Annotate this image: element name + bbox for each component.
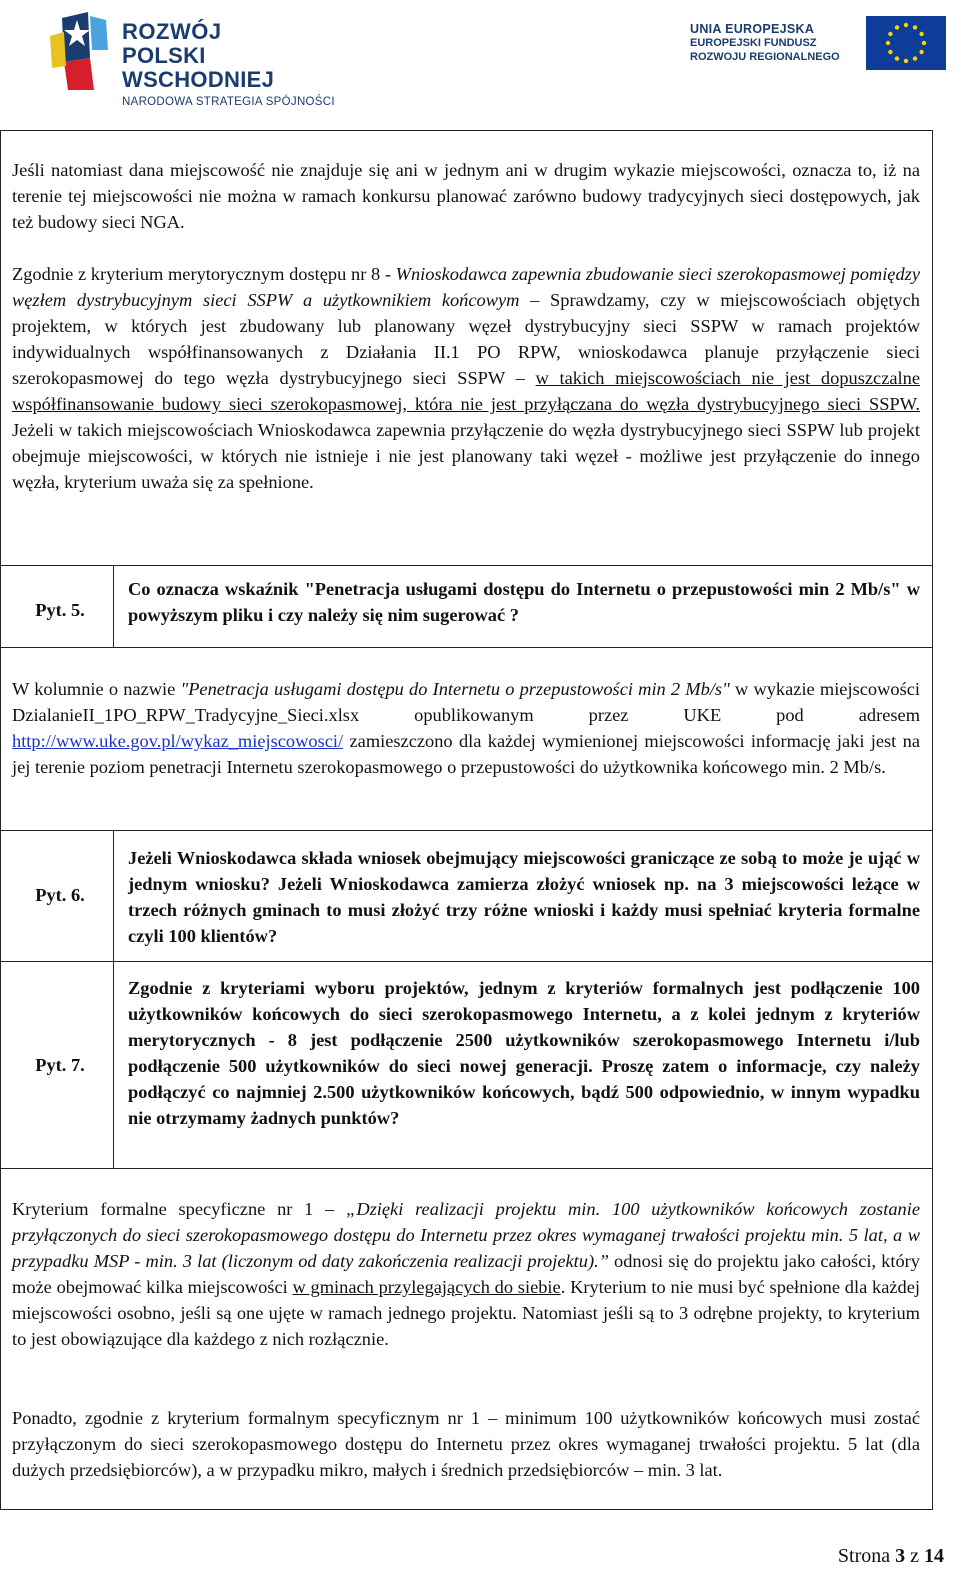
- a7-end: . Kryterium to nie musi być spełnione dla każdej miejscowości osobno, jeśli są one ujęte w ramach jednego projektu. Natomiast jeśli są to 3 odrębne projekty, to kryterium to jest obowiązujące dla każdego z nich rozłącznie.: [12, 1277, 920, 1349]
- divider: [113, 830, 114, 1168]
- page-prefix: Strona: [837, 1545, 896, 1567]
- divider: [113, 565, 114, 647]
- p2-body: – Sprawdzamy, czy w miejscowościach objętych projektem, w których jest zbudowany lub planowany węzeł dystrybucyjny sieci SSPW w ramach projektów indywidualnych współfinansowanych z Działania II.1 PO RPW, wnioskodawca planuje przyłączenie sieci szerokopasmowej do tego węzła dystrybucyjnego sieci SSPW –: [12, 290, 920, 388]
- answer-5: [12, 676, 920, 780]
- a5-body: w wykazie miejscowości DzialanieII_1PO_RPW_Tradycyjne_Sieci.xlsx opublikowanym przez UKE pod adresem: [12, 679, 920, 725]
- eu-line-3: ROZWOJU REGIONALNEGO: [690, 51, 840, 63]
- answer-7-part-2: [12, 1405, 920, 1483]
- a5-column-name: "Penetracja usługami dostępu do Internetu o przepustowości min 2 Mb/s": [180, 679, 730, 699]
- question-5-text: Co oznacza wskaźnik "Penetracja usługami dostępu do Internetu o przepustowości min 2 Mb/s" w powyższym pliku i czy należy się nim sugerować ?: [128, 579, 920, 625]
- a5-intro: W kolumnie o nazwie: [12, 679, 181, 699]
- eu-line-2: EUROPEJSKI FUNDUSZ: [690, 37, 817, 49]
- a7b-text: Ponadto, zgodnie z kryterium formalnym specyficznym nr 1 – minimum 100 użytkowników końcowych musi zostać przyłączonym do sieci szerokopasmowego dostępu do Internetu przez okres wymaganej trwałości projektu. 5 lat (dla dużych przedsiębiorców), a w przypadku mikro, małych i średnich przedsiębiorców – min. 3 lat.: [12, 1408, 920, 1480]
- current-page: 3: [895, 1545, 906, 1567]
- star-flag-icon: [50, 6, 112, 92]
- p2-intro: Zgodnie z kryterium merytorycznym dostępu nr 8 -: [12, 264, 396, 284]
- a5-end: zamieszczono dla każdej wymienionej miejscowości informację jaki jest na jej terenie poziom penetracji Internetu szerokopasmowego o przepustowości do użytkownika końcowego min. 2 Mb/s.: [12, 731, 920, 777]
- eu-fund-text: [690, 22, 850, 64]
- paragraph-1-text: Jeśli natomiast dana miejscowość nie znajduje się ani w jednym ani w drugim wykazie miejscowości, oznacza to, iż na terenie tej miejscowości nie można w ramach konkursu planować zarówno budowy tradycyjnych sieci dostępowych, jak też budowy sieci NGA.: [12, 160, 920, 232]
- a7-body: odnosi się do projektu jako całości, który może obejmować kilka miejscowości: [12, 1251, 920, 1297]
- paragraph-2: [12, 261, 920, 495]
- a7-intro: Kryterium formalne specyficzne nr 1 –: [12, 1199, 347, 1219]
- p2-underlined: w takich miejscowościach nie jest dopuszczalne współfinansowanie budowy sieci szerokopasmowej, która nie jest przyłączana do węzła dystrybucyjnego sieci SSPW.: [12, 368, 920, 414]
- eu-flag-icon: [866, 16, 946, 70]
- eu-line-1: UNIA EUROPEJSKA: [690, 22, 815, 36]
- question-6-text: Jeżeli Wnioskodawca składa wniosek obejmujący miejscowości graniczące ze sobą to może je ująć w jednym wniosku? Jeżeli Wnioskodawca zamierza złożyć wniosek np. na 3 miejscowości leżące w trzech różnych gminach to musi złożyć trzy różne wnioski i każdy musi spełniać kryteria formalne czyli 100 klientów?: [128, 848, 920, 946]
- brand-line-2: POLSKI WSCHODNIEJ: [122, 43, 275, 92]
- divider: [0, 1168, 933, 1169]
- answer-7-part-1: [12, 1196, 920, 1352]
- rozwoj-polski-wschodniej-logo: [50, 6, 350, 108]
- paragraph-1: [12, 157, 920, 235]
- p2-criterion-italic: Wnioskodawca zapewnia zbudowanie sieci szerokopasmowej pomiędzy węzłem dystrybucyjnym sieci SSPW a użytkownikiem końcowym: [12, 264, 920, 310]
- question-7-text: Zgodnie z kryteriami wyboru projektów, jednym z kryteriów formalnych jest podłączenie 100 użytkowników końcowych do sieci szerokopasmowego Internetu, a z kolei jednym z kryteriów merytorycznych - 8 jest podłączenie 2500 użytkowników szerokopasmowego Internetu i/lub podłączenie 500 użytkowników do sieci nowej generacji. Proszę zatem o informacje, czy należy podłączyć co najmniej 2.500 użytkowników końcowych, bądź 500 odpowiednio, w innym wypadku nie otrzymamy żadnych punktów?: [128, 978, 920, 1128]
- a7-criterion-quote: „Dzięki realizacji projektu min. 100 użytkowników końcowych zostanie przyłączonych do sieci szerokopasmowego dostępu do Internetu przez okres wymaganej trwałości projektu min. 5 lat, a w przypadku MSP - min. 3 lat (liczonym od daty zakończenia realizacji projektu).”: [12, 1199, 920, 1271]
- page-number: [838, 1545, 944, 1568]
- divider: [0, 961, 933, 962]
- brand-line-1: ROZWÓJ: [122, 19, 222, 44]
- p2-end: Jeżeli w takich miejscowościach Wnioskodawca zapewnia przyłączenie do węzła dystrybucyjnego sieci SSPW lub projekt obejmuje miejscowości, w których nie istnieje i nie jest planowany taki węzeł - możliwe jest przyłączenie do innego węzła, kryterium uważa się za spełnione.: [12, 420, 920, 492]
- page-sep: z: [905, 1545, 924, 1567]
- question-7-label: Pyt. 7.: [35, 1055, 85, 1075]
- question-6-label: Pyt. 6.: [35, 885, 85, 905]
- a7-underlined: w gminach przylegających do siebie: [292, 1277, 561, 1297]
- page-header: [0, 0, 960, 108]
- divider: [0, 647, 933, 648]
- brand-line-3: NARODOWA STRATEGIA SPÓJNOŚCI: [122, 96, 335, 108]
- divider: [0, 830, 933, 831]
- total-pages: 14: [924, 1545, 944, 1567]
- uke-link[interactable]: http://www.uke.gov.pl/wykaz_miejscowosci/: [12, 731, 344, 751]
- question-5-label: Pyt. 5.: [35, 600, 85, 620]
- divider: [0, 565, 933, 566]
